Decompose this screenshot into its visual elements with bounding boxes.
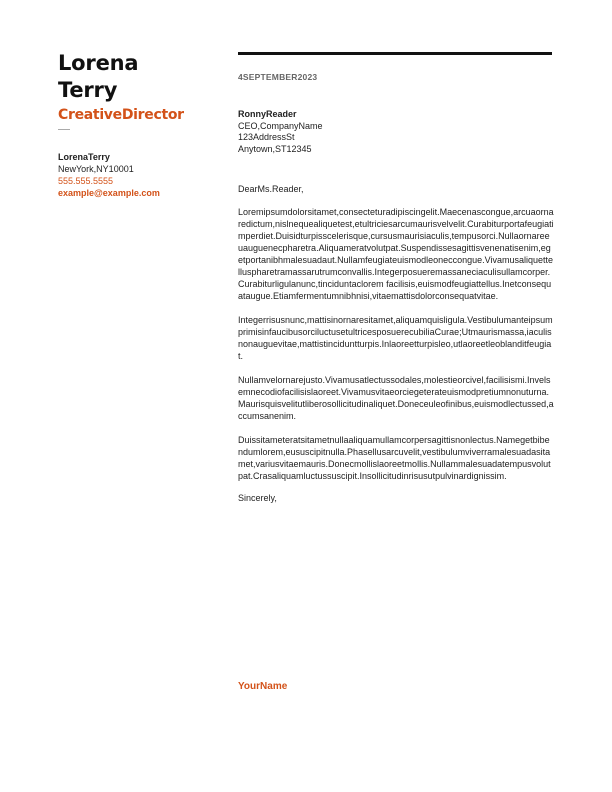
recipient-name: RonnyReader (238, 109, 297, 119)
paragraph-1: Loremipsumdolorsitamet,consecteturadipiscingelit.Maecenascongue,arcuaornaredictum,nislnequealiquetest,etultriciesarcumaurisvelvelit.Curabiturportafeugiatimperdiet.Duisidturpisscelerisque,cursusmaurisiaculis,tempusorci.Nullaornareeuauguenecpharetra.Aliquameratvolutpat.Suspendissesagittisvenenatisenim,egetportanibhmalesuadaut.Nullamfeugiateuismodleoneccongue.Vivamusaliquettelluspharetramassarutrumconvallis.Integerposueremassaneciaculisullamcorper.Curabiturligulanunc,tinciduntaclorem facilisis,euismodfeugiattellus.Inetconsequataugue.Etiamfermentumnibhnisi,vitaemattisdolorconsequatvitae. (238, 207, 554, 301)
letter-body (238, 52, 554, 503)
recipient-line-1: CEO,CompanyName (238, 120, 323, 131)
sender-first-name: Lorena (58, 51, 139, 75)
paragraph-2: Integerrisusnunc,mattisinornaresitamet,aliquamquisligula.VestibulumanteipsumprimisinfaucibusorciluctusetultricesposuerecubiliaCurae;Utmaurismassa,iaculisnonauguevitae,mattistinciduntturpis.Inlaoreetturpisleo,utlaoreetleoblanditfeugiat. (238, 315, 553, 361)
paragraph-3: Nullamvelornarejusto.Vivamusatlectussodales,molestieorcivel,facilisismi.Invelsemnecodiofacilisislaoreet.Vivamusvitaeorciegeterateuismodpretiumnonuturna.Maurisquisvelitutliberosollicitudinaliquet.Donecеuleofinibus,euismodlectussed,accumsanenim. (238, 375, 554, 421)
closing: Sincerely, (238, 493, 277, 503)
contact-address: NewYork,NY10001 (58, 164, 134, 174)
top-rule (238, 52, 552, 55)
letter-date: 4SEPTEMBER2023 (238, 72, 318, 82)
sender-sidebar (58, 50, 218, 199)
signature: YourName (238, 681, 288, 692)
sender-last-name: Terry (58, 78, 118, 102)
salutation: DearMs.Reader, (238, 184, 304, 194)
sender-job-title: CreativeDirector (58, 107, 184, 123)
paragraph-4: Duissitameteratsitametnullaaliquamullamcorpersagittisnonlectus.Namegetbibendumlorem,eususcipitnulla.Phasellusarcuvelit,vestibulumviverramalesuadasitamet,variusvitaemauris.Donecmollislaoreetmollis.Nullammalesuadatempusvolutpat.Crasaliquamluctussuscipit.Insollicitudinrisusutpulvinardignissim. (238, 435, 551, 481)
contact-name: LorenaTerry (58, 152, 110, 162)
contact-email: example@example.com (58, 188, 160, 198)
recipient-line-2: 123AddressSt (238, 132, 295, 142)
recipient-line-3: Anytown,ST12345 (238, 143, 312, 154)
divider-dash (58, 129, 70, 130)
recipient-block (238, 109, 554, 155)
sender-contact (58, 151, 218, 199)
contact-phone: 555.555.5555 (58, 176, 114, 186)
